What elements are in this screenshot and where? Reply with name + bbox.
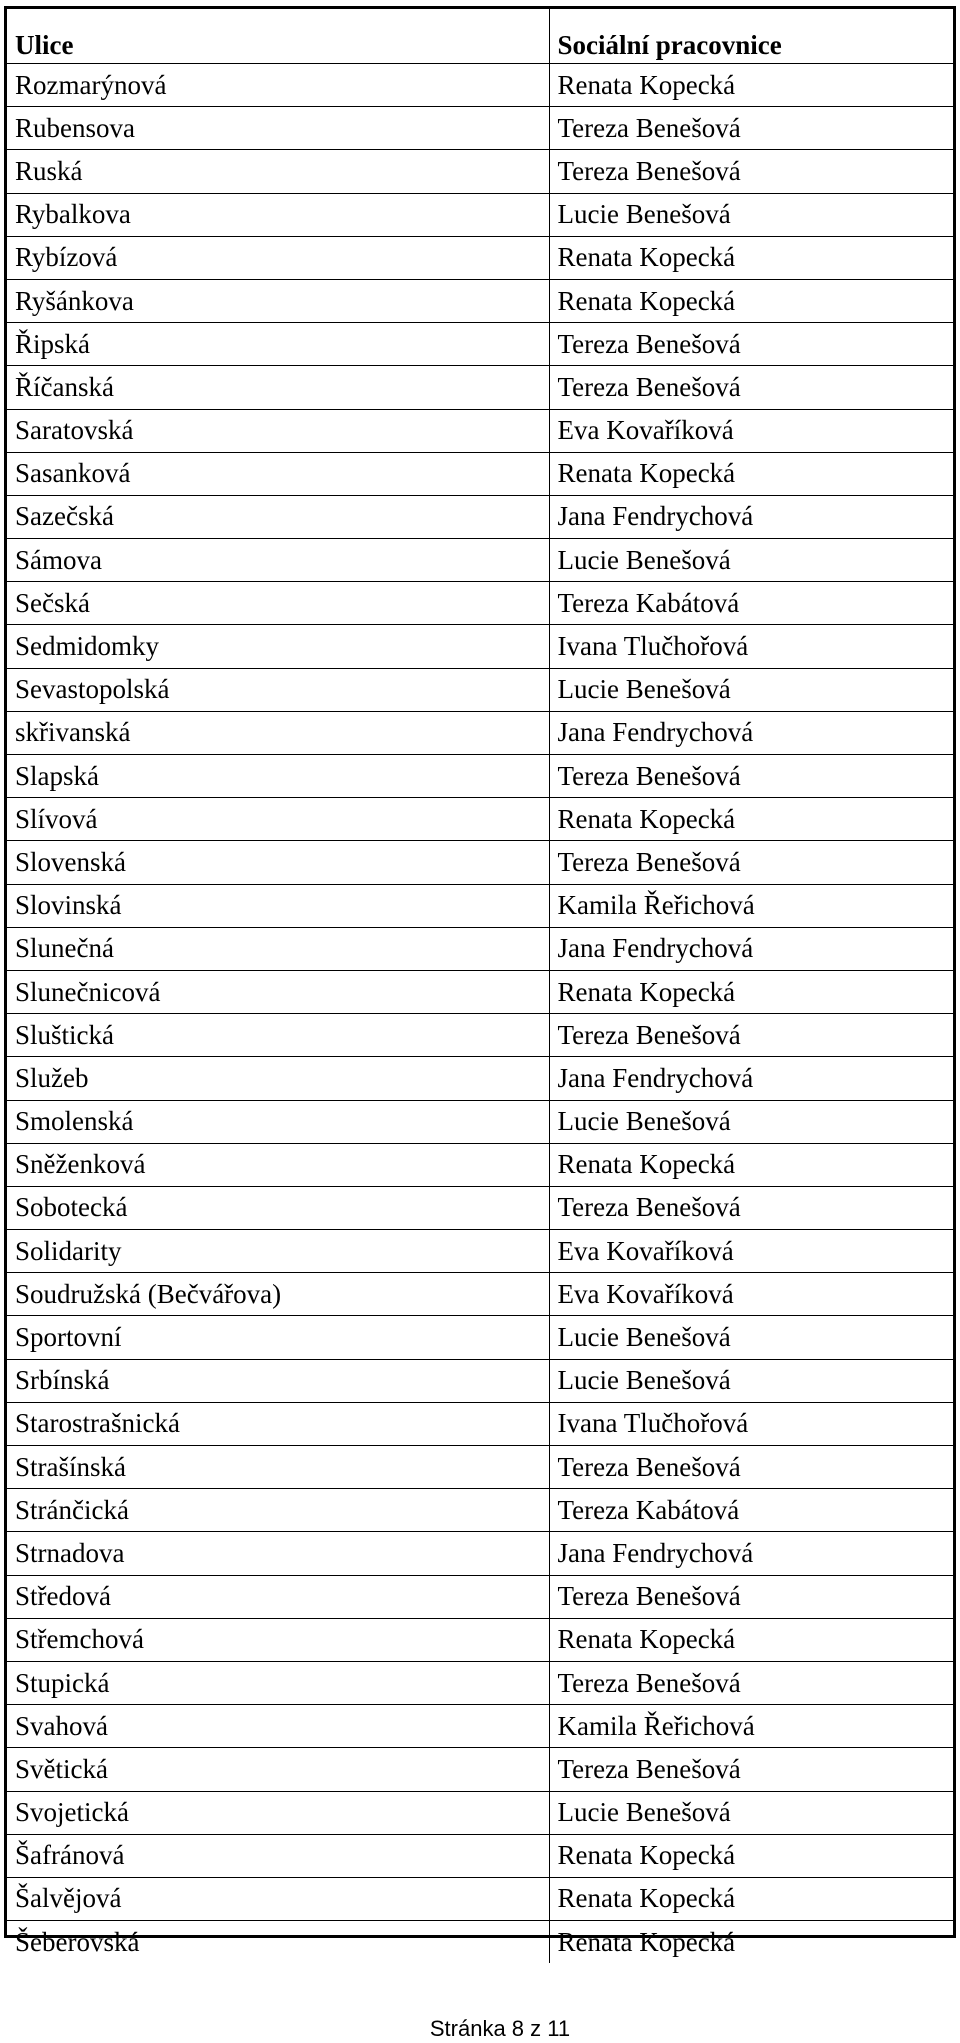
header-social-worker: Sociální pracovnice <box>549 9 953 64</box>
table-row <box>7 193 953 236</box>
street-cell: Srbínská <box>7 1359 549 1402</box>
social-worker-cell: Tereza Benešová <box>549 841 953 884</box>
table-row <box>7 64 953 107</box>
table-row <box>7 1446 953 1489</box>
table-row <box>7 107 953 150</box>
social-worker-cell: Lucie Benešová <box>549 1316 953 1359</box>
street-cell: Slovenská <box>7 841 549 884</box>
social-worker-cell: Renata Kopecká <box>549 279 953 322</box>
social-worker-cell: Renata Kopecká <box>549 1618 953 1661</box>
social-worker-cell: Renata Kopecká <box>549 970 953 1013</box>
street-cell: Svojetická <box>7 1791 549 1834</box>
social-worker-cell: Eva Kovaříková <box>549 1230 953 1273</box>
street-cell: Sasanková <box>7 452 549 495</box>
table-row <box>7 279 953 322</box>
table-row <box>7 1230 953 1273</box>
street-assignment-table-frame <box>4 6 956 1957</box>
street-cell: Rybalkova <box>7 193 549 236</box>
header-street: Ulice <box>7 9 549 64</box>
street-cell: Stránčická <box>7 1489 549 1532</box>
street-cell: Saratovská <box>7 409 549 452</box>
page-number-footer: Stránka 8 z 11 <box>429 2016 571 2041</box>
social-worker-cell: Tereza Kabátová <box>549 1489 953 1532</box>
table-row <box>7 1402 953 1445</box>
table-row <box>7 1057 953 1100</box>
table-row <box>7 1532 953 1575</box>
table-row <box>7 798 953 841</box>
table-row <box>7 150 953 193</box>
table-row <box>7 366 953 409</box>
street-cell: Ryšánkova <box>7 279 549 322</box>
street-cell: Řipská <box>7 323 549 366</box>
social-worker-cell: Lucie Benešová <box>549 668 953 711</box>
street-cell: skřivanská <box>7 711 549 754</box>
social-worker-cell: Jana Fendrychová <box>549 1057 953 1100</box>
social-worker-cell: Kamila Řeřichová <box>549 884 953 927</box>
street-cell: Slapská <box>7 755 549 798</box>
table-row <box>7 1834 953 1877</box>
table-row <box>7 236 953 279</box>
social-worker-cell: Tereza Benešová <box>549 1575 953 1618</box>
table-row <box>7 539 953 582</box>
social-worker-cell: Eva Kovaříková <box>549 1273 953 1316</box>
street-cell: Světická <box>7 1748 549 1791</box>
table-row <box>7 1489 953 1532</box>
table-row <box>7 1014 953 1057</box>
street-cell: Sněženková <box>7 1143 549 1186</box>
table-row <box>7 1100 953 1143</box>
table-row <box>7 711 953 754</box>
street-cell: Strašínská <box>7 1446 549 1489</box>
table-row <box>7 452 953 495</box>
street-cell: Sámova <box>7 539 549 582</box>
table-row <box>7 1705 953 1748</box>
table-row <box>7 668 953 711</box>
social-worker-cell: Ivana Tlučhořová <box>549 1402 953 1445</box>
social-worker-cell: Renata Kopecká <box>549 1877 953 1920</box>
street-cell: Střemchová <box>7 1618 549 1661</box>
social-worker-cell: Renata Kopecká <box>549 1921 953 1964</box>
table-row <box>7 1877 953 1920</box>
street-assignment-table <box>7 9 953 1963</box>
street-cell: Rubensova <box>7 107 549 150</box>
street-cell: Svahová <box>7 1705 549 1748</box>
table-row <box>7 1316 953 1359</box>
social-worker-cell: Renata Kopecká <box>549 1834 953 1877</box>
social-worker-cell: Tereza Benešová <box>549 755 953 798</box>
social-worker-cell: Renata Kopecká <box>549 452 953 495</box>
street-cell: Sevastopolská <box>7 668 549 711</box>
table-row <box>7 495 953 538</box>
table-row <box>7 1273 953 1316</box>
social-worker-cell: Lucie Benešová <box>549 1100 953 1143</box>
table-row <box>7 755 953 798</box>
table-row <box>7 1791 953 1834</box>
social-worker-cell: Eva Kovaříková <box>549 409 953 452</box>
street-cell: Stupická <box>7 1661 549 1704</box>
social-worker-cell: Jana Fendrychová <box>549 495 953 538</box>
street-cell: Smolenská <box>7 1100 549 1143</box>
social-worker-cell: Tereza Benešová <box>549 1661 953 1704</box>
social-worker-cell: Tereza Kabátová <box>549 582 953 625</box>
street-cell: Služeb <box>7 1057 549 1100</box>
street-cell: Říčanská <box>7 366 549 409</box>
table-row <box>7 1359 953 1402</box>
social-worker-cell: Tereza Benešová <box>549 1186 953 1229</box>
street-cell: Strnadova <box>7 1532 549 1575</box>
social-worker-cell: Kamila Řeřichová <box>549 1705 953 1748</box>
table-row <box>7 1921 953 1964</box>
social-worker-cell: Tereza Benešová <box>549 1446 953 1489</box>
social-worker-cell: Jana Fendrychová <box>549 711 953 754</box>
social-worker-cell: Ivana Tlučhořová <box>549 625 953 668</box>
table-row <box>7 970 953 1013</box>
social-worker-cell: Tereza Benešová <box>549 150 953 193</box>
social-worker-cell: Renata Kopecká <box>549 236 953 279</box>
street-cell: Sazečská <box>7 495 549 538</box>
table-row <box>7 1661 953 1704</box>
street-cell: Sobotecká <box>7 1186 549 1229</box>
street-cell: Soudružská (Bečvářova) <box>7 1273 549 1316</box>
table-row <box>7 582 953 625</box>
table-row <box>7 1143 953 1186</box>
street-cell: Sportovní <box>7 1316 549 1359</box>
street-cell: Středová <box>7 1575 549 1618</box>
social-worker-cell: Tereza Benešová <box>549 366 953 409</box>
table-row <box>7 409 953 452</box>
table-row <box>7 927 953 970</box>
street-cell: Sečská <box>7 582 549 625</box>
social-worker-cell: Jana Fendrychová <box>549 1532 953 1575</box>
social-worker-cell: Jana Fendrychová <box>549 927 953 970</box>
social-worker-cell: Lucie Benešová <box>549 193 953 236</box>
street-cell: Solidarity <box>7 1230 549 1273</box>
street-cell: Ruská <box>7 150 549 193</box>
table-row <box>7 841 953 884</box>
table-row <box>7 1748 953 1791</box>
social-worker-cell: Tereza Benešová <box>549 1748 953 1791</box>
street-cell: Sedmidomky <box>7 625 549 668</box>
social-worker-cell: Lucie Benešová <box>549 539 953 582</box>
street-cell: Slunečná <box>7 927 549 970</box>
street-cell: Slunečnicová <box>7 970 549 1013</box>
table-header-row <box>7 9 953 64</box>
table-row <box>7 1186 953 1229</box>
street-cell: Šafránová <box>7 1834 549 1877</box>
table-body <box>7 64 953 1964</box>
table-row <box>7 323 953 366</box>
social-worker-cell: Tereza Benešová <box>549 107 953 150</box>
table-row <box>7 1575 953 1618</box>
social-worker-cell: Lucie Benešová <box>549 1359 953 1402</box>
street-cell: Šalvějová <box>7 1877 549 1920</box>
street-cell: Sluštická <box>7 1014 549 1057</box>
table-row <box>7 625 953 668</box>
street-cell: Rybízová <box>7 236 549 279</box>
social-worker-cell: Tereza Benešová <box>549 1014 953 1057</box>
table-row <box>7 1618 953 1661</box>
street-cell: Rozmarýnová <box>7 64 549 107</box>
social-worker-cell: Lucie Benešová <box>549 1791 953 1834</box>
table-row <box>7 884 953 927</box>
street-cell: Šeberovská <box>7 1921 549 1964</box>
social-worker-cell: Renata Kopecká <box>549 64 953 107</box>
street-cell: Slovinská <box>7 884 549 927</box>
street-cell: Slívová <box>7 798 549 841</box>
street-cell: Starostrašnická <box>7 1402 549 1445</box>
social-worker-cell: Renata Kopecká <box>549 798 953 841</box>
social-worker-cell: Renata Kopecká <box>549 1143 953 1186</box>
social-worker-cell: Tereza Benešová <box>549 323 953 366</box>
